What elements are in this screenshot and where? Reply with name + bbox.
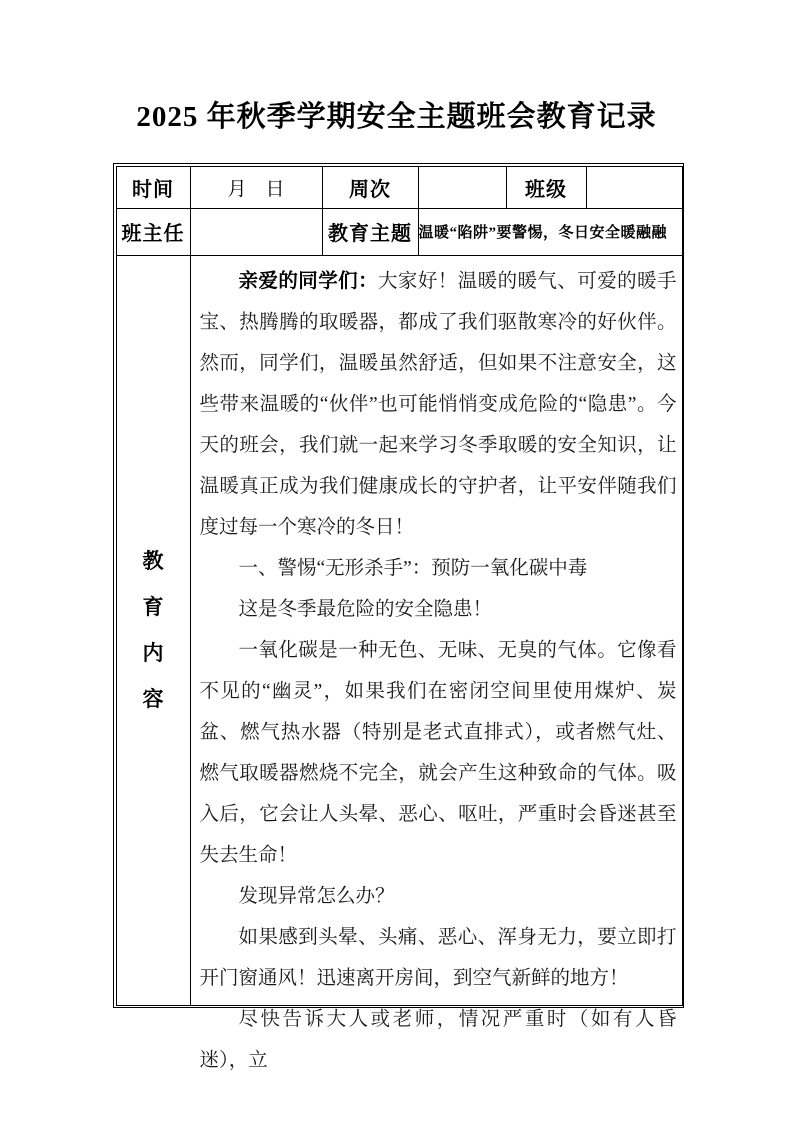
paragraph: 如果感到头晕、头痛、恶心、浑身无力，要立即打开门窗通风！迅速离开房间，到空气新鲜的地方！	[199, 926, 677, 989]
table-row	[116, 255, 682, 1005]
week-label: 周次	[322, 166, 418, 208]
teacher-label: 班主任	[116, 208, 190, 255]
class-label: 班级	[506, 166, 586, 208]
content-label-char: 内	[142, 641, 164, 665]
time-label: 时间	[116, 166, 190, 208]
topic-value-cell: 温暖“陷阱”要警惕，冬日安全暖融融	[418, 208, 682, 255]
content-label-char: 育	[142, 595, 164, 619]
content-label-char: 容	[142, 687, 164, 711]
content-body	[191, 256, 682, 1071]
record-table	[113, 163, 684, 1071]
table-row	[116, 166, 682, 208]
content-cell	[190, 255, 682, 1071]
content-label	[116, 255, 190, 1005]
paragraph: 这是冬季最危险的安全隐患！	[238, 598, 493, 620]
paragraph: 一氧化碳是一种无色、无味、无臭的气体。它像看不见的“幽灵”，如果我们在密闭空间里使用煤炉、炭盆、燃气热水器（特别是老式直排式），或者燃气灶、燃气取暖器燃烧不完全，就会产生这种致命的气体。吸入后，它会让人头晕、恶心、呕吐，严重时会昏迷甚至失去生命！	[199, 639, 677, 866]
topic-label: 教育主题	[322, 208, 418, 255]
class-value-cell	[586, 166, 682, 208]
content-label-char: 教	[142, 549, 164, 573]
greeting-rest: 大家好！温暖的暖气、可爱的暖手宝、热腾腾的取暖器，都成了我们驱散寒冷的好伙伴。然而，同学们，温暖虽然舒适，但如果不注意安全，这些带来温暖的“伙伴”也可能悄悄变成危险的“隐患”。今天的班会，我们就一起来学习冬季取暖的安全知识，让温暖真正成为我们健康成长的守护者，让平安伴随我们度过每一个寒冷的冬日！	[199, 270, 677, 538]
paragraph: 发现异常怎么办？	[238, 885, 395, 907]
table-row	[116, 208, 682, 255]
time-value-cell: 月 日	[190, 166, 322, 208]
content-label-stack	[117, 538, 190, 722]
teacher-value-cell	[190, 208, 322, 255]
document-title: 2025 年秋季学期安全主题班会教育记录	[136, 101, 657, 133]
week-value-cell	[418, 166, 506, 208]
paragraph: 尽快告诉大人或老师，情况严重时（如有人昏迷），立	[199, 1008, 677, 1071]
paragraph-section-heading: 一、警惕“无形杀手”：预防一氧化碳中毒	[238, 557, 588, 579]
greeting-lead: 亲爱的同学们：	[238, 270, 378, 292]
paragraph-greeting	[200, 261, 677, 548]
